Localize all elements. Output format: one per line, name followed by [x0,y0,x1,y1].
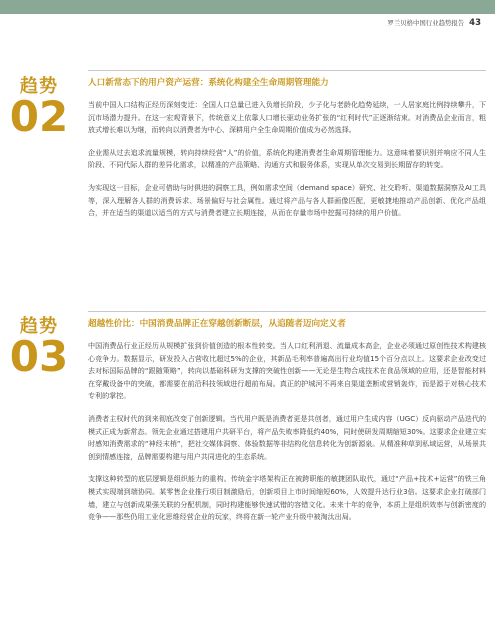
report-title: 罗兰贝格中国行业趋势报告 [387,19,465,27]
trend-label: 趋势 [20,76,58,97]
trend-number: 03 [9,331,69,381]
section-title: 超越性价比：中国消费品牌正在穿越创新断层，从追随者迈向定义者 [88,319,346,329]
trend-section-03 [88,311,486,534]
section-divider [88,311,486,312]
body-paragraph: 中国消费品行业正经历从规模扩张到价值创造的根本性转变。当人口红利消退、流量成本高企，企业必须通过原创性技术构建核心竞争力。数据显示，研发投入占营收比超过5%的企业，其新品毛利率普遍高出行业均值15个百分点以上。这要求企业改变过去对标国际品牌的“跟随策略”，转向以基础科研为支撑的突破性创新——无论是生物合成技术在食品领域的应用，还是智能材料在穿戴设备中的突破，都需要在前沿科技领域进行超前布局。真正的护城河不再来自渠道垄断或营销轰炸，而是源于对核心技术专利的掌控。 [88,341,486,401]
body-paragraph: 为实现这一目标，企业可借助与时俱进的洞察工具，例如需求空间（demand space）研究、社交聆听、渠道数据洞察及AI工具等，深入理解各人群的消费诉求、场景偏好与社会属性。通过将产品与各人群画像匹配，更敏捷地推动产品创新、优化产品组合，并在适当的渠道以适当的方式与消费者建立长期连接，从而在存量市场中挖掘可持续的用户价值。 [88,182,486,218]
page-number: 43 [469,18,481,28]
trend-number: 02 [9,91,69,141]
section-divider [88,70,486,71]
section-title: 人口新常态下的用户资产运营：系统化构建全生命周期管理能力 [88,78,329,88]
body-paragraph: 消费者主权时代的到来彻底改变了创新逻辑。当代用户既是消费者更是共创者，通过用户生成内容（UGC）反向驱动产品迭代的模式正成为新常态。领先企业通过搭建用户共研平台，将产品失败率降低约40%，同时使研发周期缩短30%。这要求企业建立实时感知消费需求的“神经末梢”，把社交媒体洞察、体验数据等非结构化信息转化为创新源泉。从精准种草到私域运营，从场景共创到情感连接，品牌需要构建与用户共同进化的生态系统。 [88,413,486,461]
trend-label: 趋势 [20,316,58,337]
trend-marker-02 [0,76,78,141]
body-paragraph: 支撑这种转型的底层逻辑是组织能力的重构。传统金字塔架构正在被跨职能的敏捷团队取代，通过“产品+技术+运营”的铁三角模式实现端到端协同。某零售企业推行项目制激励后，创新项目上市时间缩短60%，人效提升达行业3倍。这要求企业打破部门墙，建立与创新成果强关联的分配机制，同时构建能够快速试错的容错文化。未来十年的竞争，本质上是组织效率与创新密度的竞争——那些仍用工业化思维经营企业的玩家，终将在新一轮产业升级中被淘汰出局。 [88,474,486,522]
top-color-bar [0,0,495,14]
trend-marker-03 [0,316,78,381]
body-paragraph: 当前中国人口结构正经历深刻变迁：全国人口总量已进入负增长阶段，少子化与老龄化趋势延续，一人居家庭比例持续攀升，下沉市场潜力提升。在这一宏观背景下，传统意义上依靠人口增长驱动业务扩张的“红利时代”正逐渐结束。对消费品企业而言，粗放式增长难以为继，而转向以消费者为中心、深耕用户全生命周期价值成为必然选择。 [88,100,486,135]
body-paragraph: 企业需从过去追求流量规模，转向持续经营“人”的价值，系统化构建消费者生命周期管理能力。这意味着要识别并响应不同人生阶段、不同代际人群的差异化需求，以精准的产品策略、沟通方式和服务体系，实现从单次交易到长期留存的转变。 [88,147,486,170]
trend-section-02 [88,70,486,230]
page-header [387,18,481,28]
